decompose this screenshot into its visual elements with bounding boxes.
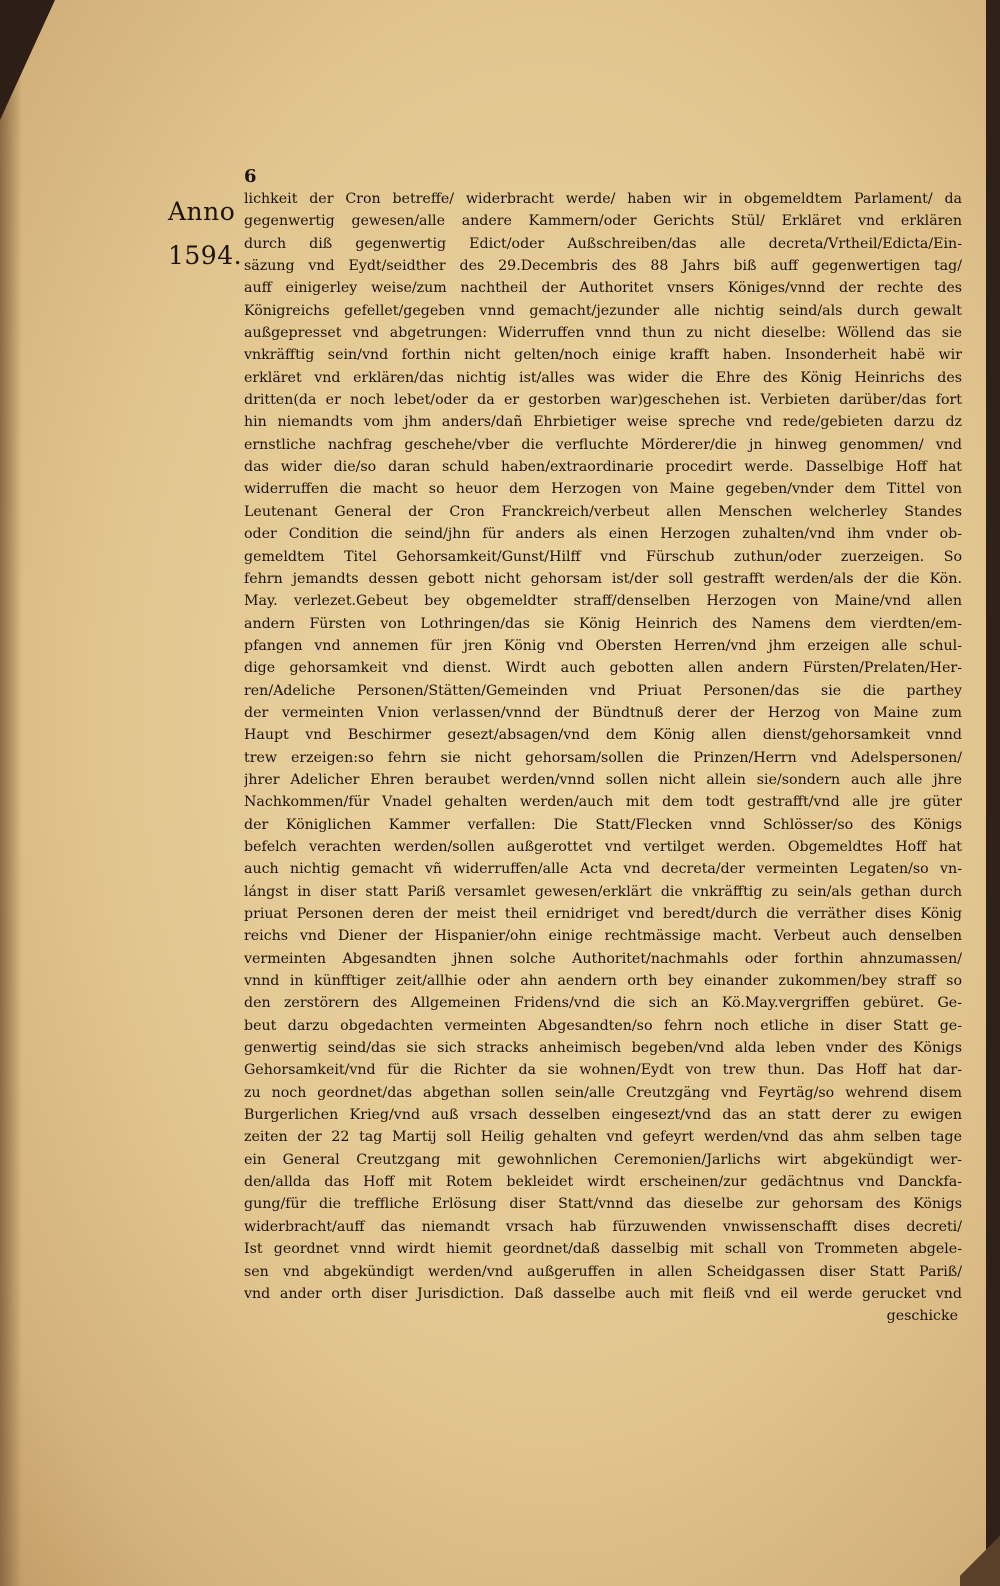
text-line: gegenwertig gewesen/alle andere Kammern/oder Gerichts Stül/ Erkläret vnd erklären [244, 213, 962, 230]
margin-note [168, 190, 244, 278]
text-line: priuat Personen deren der meist theil ernidriget vnd beredt/durch die verräther dises König [244, 906, 962, 922]
text-line: oder Condition die seind/jhn für anders als einen Herzogen zuhalten/vnd ihm vnder ob- [244, 526, 962, 543]
text-line: Haupt vnd Beschirmer gesezt/absagen/vnd dem König allen dienst/gehorsamkeit vnnd [244, 727, 962, 744]
text-line: jhrer Adelicher Ehren beraubet werden/vnnd sollen nicht allein sie/sondern auch alle jhre [244, 771, 962, 788]
text-line: säzung vnd Eydt/seidther des 29.Decembris des 88 Jahrs biß auff gegenwertigen tag/ [244, 258, 962, 275]
folded-corner [960, 1526, 1000, 1586]
text-line: genwertig seind/das sie sich stracks anheimisch begeben/vnd alda leben vnder des Königs [244, 1040, 962, 1057]
text-line: auch nichtig gemacht vñ widerruffen/alle Acta vnd decreta/der vermeinten Legaten/so vn- [244, 861, 962, 878]
text-line: reichs vnd Diener der Hispanier/ohn einige rechtmässige macht. Verbeut auch denselben [244, 928, 962, 945]
body-text [244, 188, 962, 1328]
text-line: das wider die/so daran schuld haben/extraordinarie procedirt werde. Dasselbige Hoff hat [244, 459, 962, 476]
text-line: Ist geordnet vnnd wirdt hiemit geordnet/daß dasselbig mit schall von Trommeten abgele- [244, 1241, 962, 1258]
text-line: Nachkommen/für Vnadel gehalten werden/auch mit dem todt gestrafft/vnd alle jre güter [244, 794, 962, 811]
text-line: andern Fürsten von Lothringen/das sie König Heinrich des Namens dem vierdten/em- [244, 615, 962, 632]
text-line: May. verlezet.Gebeut bey obgemeldter straff/denselben Herzogen von Maine/vnd allen [244, 593, 962, 610]
text-line: Gehorsamkeit/vnd für die Richter da sie wohnen/Eydt von trew thun. Das Hoff hat dar- [244, 1062, 962, 1079]
page-number: 6 [244, 166, 257, 187]
text-line: gemeldtem Titel Gehorsamkeit/Gunst/Hilff vnd Fürschub zuthun/oder zuerzeigen. So [244, 548, 962, 565]
text-line: Burgerlichen Krieg/vnd auß vrsach desselben eingesezt/vnd das an statt derer zu ewigen [244, 1107, 962, 1124]
torn-corner [0, 0, 55, 120]
text-line: beut darzu obgedachten vermeinten Abgesandten/so fehrn noch etliche in diser Statt ge- [244, 1017, 962, 1034]
text-line: außgepresset vnd abgetrungen: Widerruffen vnnd thun zu nicht dieselbe: Wöllend das sie [244, 325, 962, 342]
text-line: trew erzeigen:so fehrn sie nicht gehorsam/sollen die Prinzen/Herrn vnd Adelspersonen/ [244, 749, 962, 766]
text-line: auff einigerley weise/zum nachtheil der Authoritet vnsers Königes/vnnd der rechte des [244, 280, 962, 297]
page-edge [986, 0, 1000, 1586]
text-line: lángst in diser statt Pariß versamlet gewesen/erklärt die vnkräfftig zu sein/als gethan durch [244, 883, 962, 900]
margin-note-line: 1594. [168, 241, 243, 270]
text-line: gung/für die treffliche Erlösung diser Statt/vnnd das dieselbe zur gehorsam des Königs [244, 1196, 962, 1213]
text-line: Leutenant General der Cron Franckreich/verbeut allen Menschen welcherley Standes [244, 503, 962, 520]
text-line: geschicke [886, 1308, 958, 1325]
text-line: zeiten der 22 tag Martij soll Heilig gehalten vnd gefeyrt werden/vnd das ahm selben tage [244, 1129, 962, 1146]
text-line: fehrn jemandts dessen gebott nicht gehorsam ist/der soll gestrafft werden/als der die Kön. [244, 570, 962, 587]
text-line: vermeinten Abgesandten jhnen solche Authoritet/nachmahls oder forthin ahnzumassen/ [244, 950, 962, 967]
text-line: ren/Adeliche Personen/Stätten/Gemeinden vnd Priuat Personen/das sie die parthey [244, 682, 962, 699]
text-line: durch diß gegenwertig Edict/oder Außschreiben/das alle decreta/Vrtheil/Edicta/Ein- [244, 235, 962, 252]
text-line: sen vnd abgekündigt werden/vnd außgeruffen in allen Scheidgassen diser Statt Pariß/ [244, 1263, 962, 1280]
text-line: dritten(da er noch lebet/oder da er gestorben war)geschehen ist. Verbieten darüber/das fort [244, 392, 962, 409]
text-line: der vermeinten Vnion verlassen/vnnd der Bündtnuß derer der Herzog von Maine zum [244, 704, 962, 721]
text-line: dige gehorsamkeit vnd dienst. Wirdt auch gebotten allen andern Fürsten/Prelaten/Her- [244, 660, 962, 677]
text-line: befelch verachten werden/sollen außgerottet vnd vertilget werden. Obgemeldtes Hoff hat [244, 838, 962, 855]
text-line: lichkeit der Cron betreffe/ widerbracht werde/ haben wir in obgemeldtem Parlament/ da [244, 191, 962, 207]
text-line: hin niemandts vom jhm anders/dañ Ehrbietiger weise spreche vnd rede/gebieten darzu dz [244, 414, 962, 431]
text-line: erkläret vnd erklären/das nichtig ist/alles was wider die Ehre des König Heinrichs des [244, 369, 962, 386]
text-line: zu noch geordnet/das abgethan sollen sein/alle Creutzgäng vnd Feyrtäg/so wehrend disem [244, 1084, 962, 1101]
margin-note-line: Anno [168, 197, 236, 226]
text-line: der Königlichen Kammer verfallen: Die Statt/Flecken vnnd Schlösser/so des Königs [244, 816, 962, 833]
text-line: vnkräfftig sein/vnd forthin nicht gelten/noch einige krafft haben. Insonderheit habë wir [244, 347, 962, 364]
text-line: widerruffen die macht so heuor dem Herzogen von Maine gegeben/vnder dem Tittel von [244, 481, 962, 498]
text-line: widerbracht/auff das niemandt vrsach hab fürzuwenden vnwissenschafft dises decreti/ [244, 1218, 962, 1235]
text-line: pfangen vnd annemen für jren König vnd Obersten Herren/vnd jhm erzeigen alle schul- [244, 637, 962, 654]
text-line: den zerstörern des Allgemeinen Fridens/vnd die sich an Kö.May.vergriffen gebüret. Ge- [244, 995, 962, 1012]
text-line: vnnd in künfftiger zeit/allhie oder ahn aendern orth bey einander zukommen/bey straff so [244, 973, 962, 990]
text-line: den/allda das Hoff mit Rotem bekleidet wirdt erscheinen/zur gedächtnus vnd Danckfa- [244, 1174, 962, 1191]
text-line: ernstliche nachfrag geschehe/vber die verfluchte Mörderer/die jn hinweg genommen/ vnd [244, 436, 962, 453]
text-line: ein General Creutzgang mit gewohnlichen Ceremonien/Jarlichs wirt abgekündigt wer- [244, 1151, 962, 1168]
text-line: vnd ander orth diser Jurisdiction. Daß dasselbe auch mit fleiß vnd eil werde gerucket vnd [244, 1285, 962, 1302]
text-line: Königreichs gefellet/gegeben vnnd gemacht/jezunder alle nichtig seind/als durch gewalt [244, 302, 962, 319]
